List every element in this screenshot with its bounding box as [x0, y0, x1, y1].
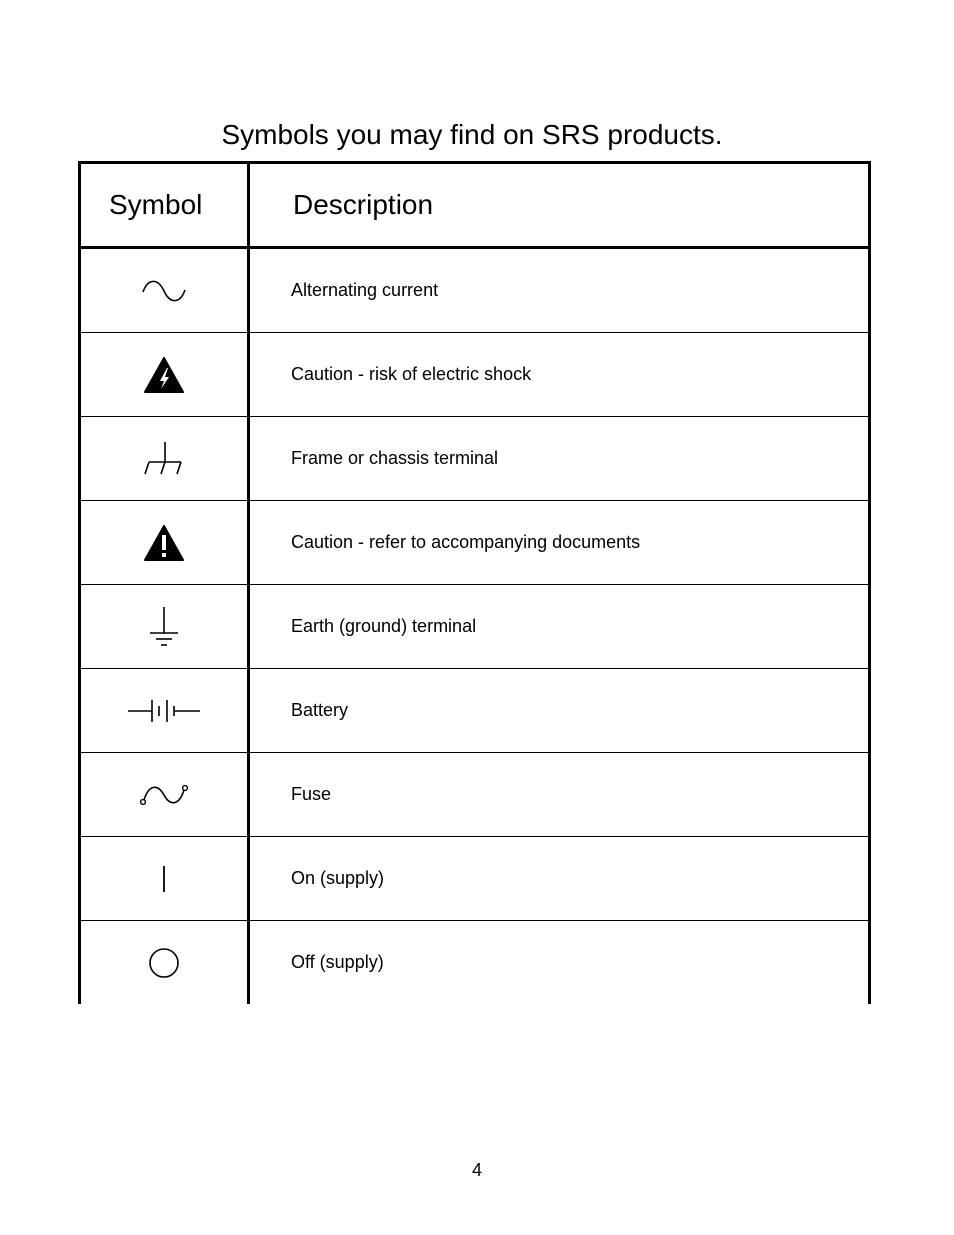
symbol-column-header: Symbol — [80, 163, 249, 248]
table-row — [80, 417, 870, 501]
symbol-cell — [80, 248, 249, 333]
symbol-cell — [80, 837, 249, 921]
power-on-icon — [159, 864, 169, 894]
description-cell: Frame or chassis terminal — [249, 417, 870, 501]
power-off-icon — [147, 946, 181, 980]
description-column-header: Description — [249, 163, 870, 248]
description-cell: On (supply) — [249, 837, 870, 921]
frame-chassis-terminal-icon — [141, 440, 187, 478]
earth-ground-icon — [147, 605, 181, 649]
electric-shock-warning-icon — [143, 356, 185, 394]
description-cell: Off (supply) — [249, 921, 870, 1005]
description-cell: Fuse — [249, 753, 870, 837]
page-title: Symbols you may find on SRS products. — [221, 119, 723, 150]
description-cell: Alternating current — [249, 248, 870, 333]
symbol-cell — [80, 585, 249, 669]
symbol-cell — [80, 669, 249, 753]
table-header-row — [80, 163, 870, 248]
table-row — [80, 585, 870, 669]
symbol-cell — [80, 753, 249, 837]
description-cell: Caution - risk of electric shock — [249, 333, 870, 417]
table-row — [80, 669, 870, 753]
caution-exclamation-icon — [143, 524, 185, 562]
symbols-table — [78, 161, 871, 1004]
description-cell: Caution - refer to accompanying documents — [249, 501, 870, 585]
fuse-icon — [139, 782, 189, 808]
table-row — [80, 333, 870, 417]
symbol-cell — [80, 501, 249, 585]
symbol-cell — [80, 417, 249, 501]
description-cell: Earth (ground) terminal — [249, 585, 870, 669]
table-row — [80, 753, 870, 837]
alternating-current-icon — [141, 279, 187, 303]
page-number: 4 — [471, 1160, 482, 1180]
table-row — [80, 248, 870, 333]
symbol-cell — [80, 921, 249, 1005]
description-cell: Battery — [249, 669, 870, 753]
table-row — [80, 921, 870, 1005]
table-row — [80, 837, 870, 921]
symbol-cell — [80, 333, 249, 417]
battery-icon — [126, 698, 202, 724]
table-row — [80, 501, 870, 585]
